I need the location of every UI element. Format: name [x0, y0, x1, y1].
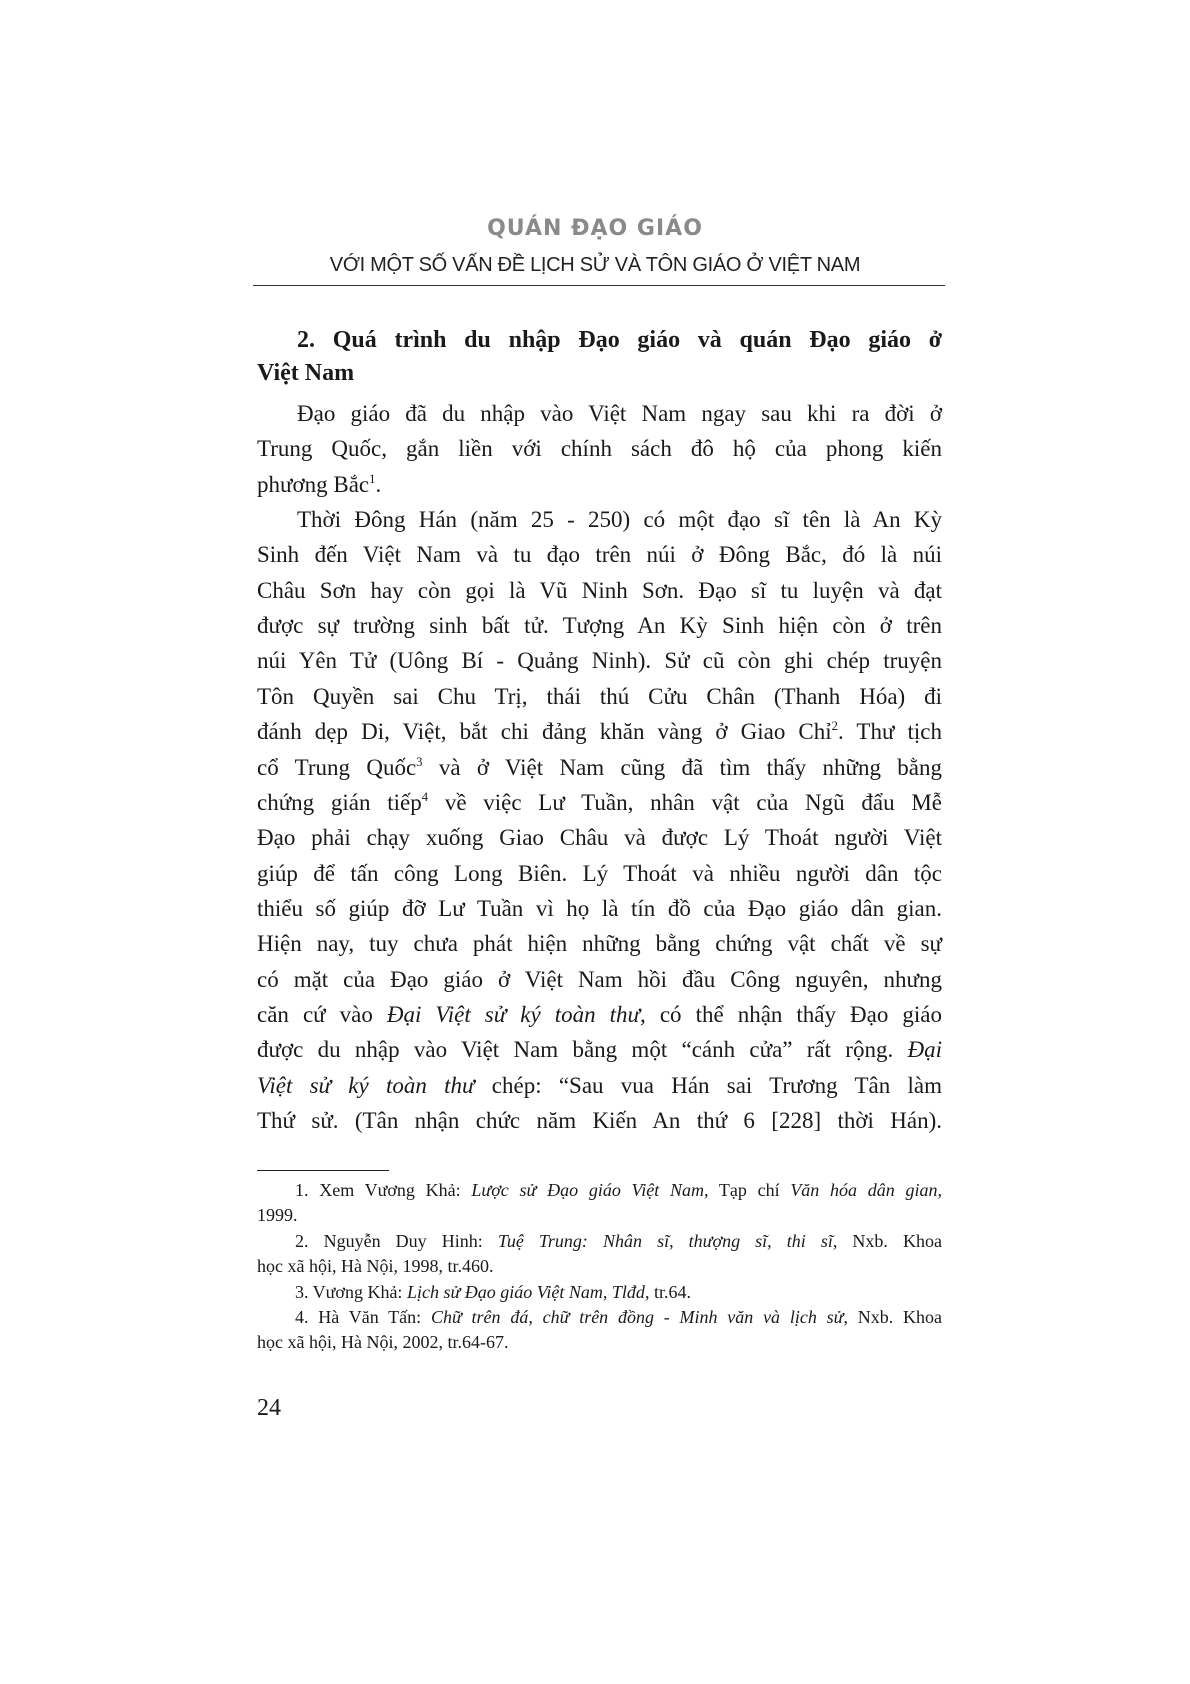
header-divider [253, 285, 945, 286]
heading-line [297, 325, 942, 355]
italic-title: Văn hóa dân gian, [790, 1180, 943, 1200]
text-run: đánh dẹp Di, Việt, bắt chi đảng khăn vàng ở Giao Chỉ [257, 719, 832, 745]
body-line [257, 1071, 942, 1101]
text-run: , tr.64. [644, 1281, 691, 1302]
text-run: 3. Vương Khả: [295, 1281, 407, 1302]
text-run: có thể nhận thấy Đạo giáo [645, 1001, 942, 1027]
text-run: 4. Hà Văn Tấn: [295, 1307, 431, 1327]
footnote-line [257, 1254, 942, 1278]
text-run: học xã hội, Hà Nội, 2002, tr.64-67. [257, 1332, 509, 1353]
footnote-ref: 1 [369, 471, 376, 486]
italic-title: Đại [907, 1037, 942, 1063]
footnote-divider [257, 1170, 389, 1171]
text-run: Đạo giáo đã du nhập vào Việt Nam ngay sau khi ra đời ở [297, 401, 942, 426]
text-run: . [375, 471, 382, 497]
text-run: chép: “Sau vua Hán sai Trương Tân làm [474, 1072, 942, 1098]
italic-title: Tuệ Trung: Nhân sĩ, thượng sĩ, thi sĩ [497, 1230, 833, 1251]
body-line [257, 753, 942, 783]
italic-title: Lịch sử Đạo giáo Việt Nam, Tlđd [406, 1281, 645, 1302]
body-line [257, 859, 942, 889]
text-run: , Tạp chí [703, 1180, 791, 1200]
text-run: cổ Trung Quốc [257, 754, 417, 780]
text-run: Sinh đến Việt Nam và tu đạo trên núi ở Đông Bắc, đó là núi [257, 542, 942, 568]
italic-title: Lược sử Đạo giáo Việt Nam [471, 1180, 704, 1200]
book-subtitle: VỚI MỘT SỐ VẤN ĐỀ LỊCH SỬ VÀ TÔN GIÁO Ở VIỆT NAM [329, 254, 861, 276]
body-line [257, 646, 942, 676]
footnote-line [257, 1203, 942, 1227]
text-run: . Thư tịch [837, 719, 942, 745]
text-run: giúp để tấn công Long Biên. Lý Thoát và nhiều người dân tộc [257, 860, 942, 886]
text-run: Thứ sử. (Tân nhận chức năm Kiến An thứ 6 [228] thời Hán). [257, 1108, 942, 1133]
text-run: 2. Nguyễn Duy Hinh: [295, 1230, 498, 1251]
body-line [257, 717, 942, 747]
body-line [257, 434, 942, 464]
text-run: , Nxb. Khoa [832, 1230, 942, 1251]
text-run: , Nxb. Khoa [843, 1307, 942, 1327]
text-run: Hiện nay, tuy chưa phát hiện những bằng chứng vật chất về sự [257, 931, 942, 957]
text-run: 1. Xem Vương Khả: [295, 1180, 472, 1200]
footnote-ref: 4 [421, 790, 429, 804]
text-run: Châu Sơn hay còn gọi là Vũ Ninh Sơn. Đạo sĩ tu luyện và đạt [257, 577, 942, 603]
text-run: chứng gián tiếp [257, 789, 422, 815]
body-line [257, 576, 942, 606]
body-line [257, 470, 942, 500]
text-run: Việt Nam [257, 360, 355, 386]
text-run: Trung Quốc, gắn liền với chính sách đô hộ của phong kiến [257, 436, 942, 462]
footnote-line [295, 1280, 942, 1304]
body-line [257, 894, 942, 924]
text-run: và ở Việt Nam cũng đã tìm thấy những bằng [422, 754, 942, 780]
text-run: Thời Đông Hán (năm 25 - 250) có một đạo sĩ tên là An Kỳ [297, 507, 942, 533]
text-run: phương Bắc [257, 471, 370, 497]
body-line [257, 929, 942, 959]
body-line [297, 505, 942, 535]
text-run: Đạo phải chạy xuống Giao Châu và được Lý Thoát người Việt [257, 825, 942, 851]
body-line [257, 611, 942, 641]
body-line [257, 965, 942, 995]
italic-title: Chữ trên đá, chữ trên đồng - Minh văn và lịch sử [430, 1307, 844, 1327]
text-run: học xã hội, Hà Nội, 1998, tr.460. [257, 1256, 494, 1277]
body-line [257, 1035, 942, 1065]
text-run: căn cứ vào [257, 1001, 387, 1027]
text-run: thiểu số giúp đỡ Lư Tuần vì họ là tín đồ của Đạo giáo dân gian. [257, 895, 942, 921]
body-line [297, 399, 942, 429]
text-run: Tôn Quyền sai Chu Trị, thái thú Cửu Chân (Thanh Hóa) đi [257, 683, 942, 709]
body-line [257, 1106, 942, 1136]
footnote-ref: 2 [831, 719, 838, 734]
text-run: được du nhập vào Việt Nam bằng một “cánh cửa” rất rộng. [257, 1037, 908, 1063]
text-run: núi Yên Tử (Uông Bí - Quảng Ninh). Sử cũ còn ghi chép truyện [257, 648, 942, 674]
page-number: 24 [257, 1395, 281, 1421]
body-line [257, 1000, 942, 1030]
text-run: có mặt của Đạo giáo ở Việt Nam hồi đầu Công nguyên, nhưng [257, 966, 942, 992]
italic-title: Việt sử ký toàn thư [257, 1072, 475, 1098]
italic-title: Đại Việt sử ký toàn thư, [386, 1001, 646, 1027]
footnote-line [257, 1330, 942, 1354]
body-line [257, 823, 942, 853]
text-run: 2. Quá trình du nhập Đạo giáo và quán Đạo giáo ở [297, 327, 942, 353]
footnote-line [295, 1178, 942, 1202]
footnote-line [295, 1305, 942, 1329]
body-line [257, 682, 942, 712]
text-run: được sự trường sinh bất tử. Tượng An Kỳ Sinh hiện còn ở trên [257, 613, 942, 639]
text-run: về việc Lư Tuần, nhân vật của Ngũ đẩu Mễ [428, 789, 942, 815]
heading-line [257, 358, 942, 388]
body-line [257, 540, 942, 570]
book-title: QUÁN ĐẠO GIÁO [487, 216, 703, 241]
text-run: 1999. [257, 1205, 298, 1226]
body-line [257, 788, 942, 818]
footnote-line [295, 1229, 942, 1253]
footnote-ref: 3 [416, 754, 423, 769]
